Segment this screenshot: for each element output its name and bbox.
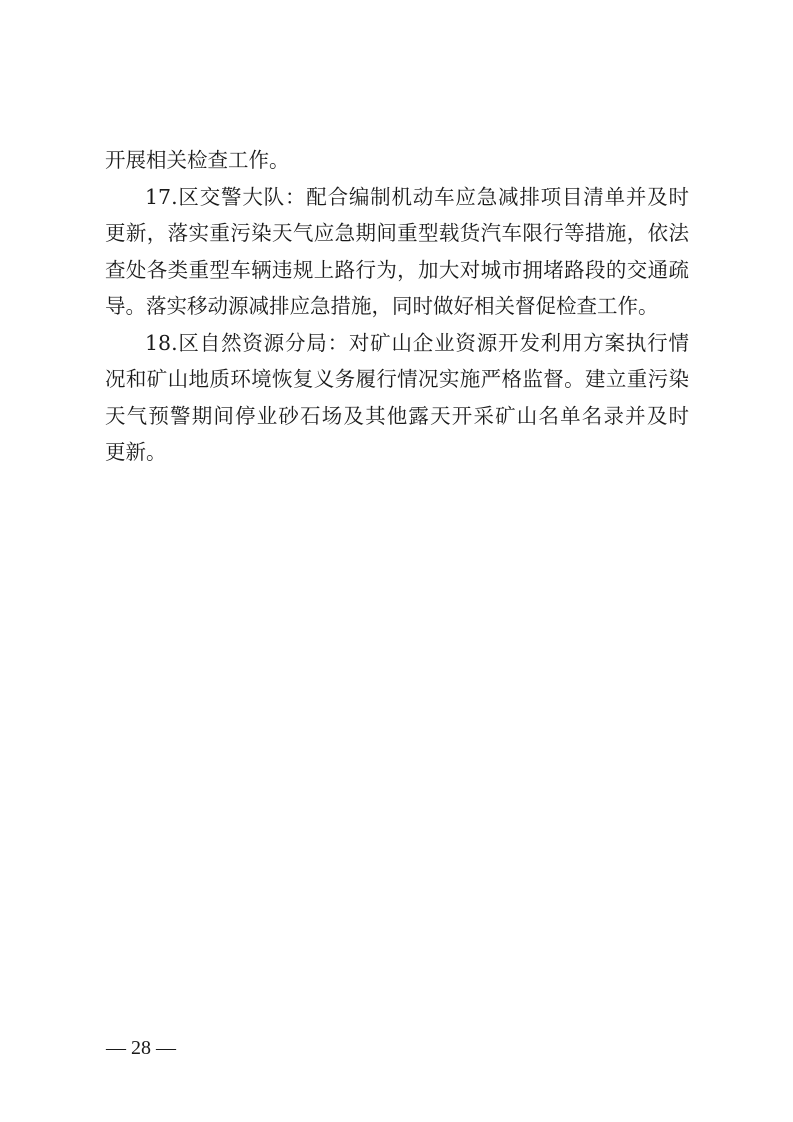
- body-text: [105, 142, 689, 471]
- paragraph-line: 导。落实移动源减排应急措施，同时做好相关督促检查工作。: [105, 294, 659, 318]
- paragraph-line: 17.区交警大队：配合编制机动车应急减排项目清单并及时: [145, 184, 689, 209]
- page-number: — 28 —: [106, 1037, 176, 1059]
- paragraph-line: 况和矿山地质环境恢复义务履行情况实施严格监督。建立重污染: [105, 367, 689, 391]
- paragraph-line: 更新。: [105, 440, 167, 464]
- paragraph-line: 天气预警期间停业砂石场及其他露天开采矿山名单名录并及时: [105, 403, 689, 428]
- paragraph-line: 更新，落实重污染天气应急期间重型载货汽车限行等措施，依法: [105, 221, 689, 245]
- paragraph-line: 18.区自然资源分局：对矿山企业资源开发利用方案执行情: [145, 330, 689, 355]
- paragraph-line: 开展相关检查工作。: [105, 148, 290, 172]
- paragraph-line: 查处各类重型车辆违规上路行为，加大对城市拥堵路段的交通疏: [105, 257, 689, 282]
